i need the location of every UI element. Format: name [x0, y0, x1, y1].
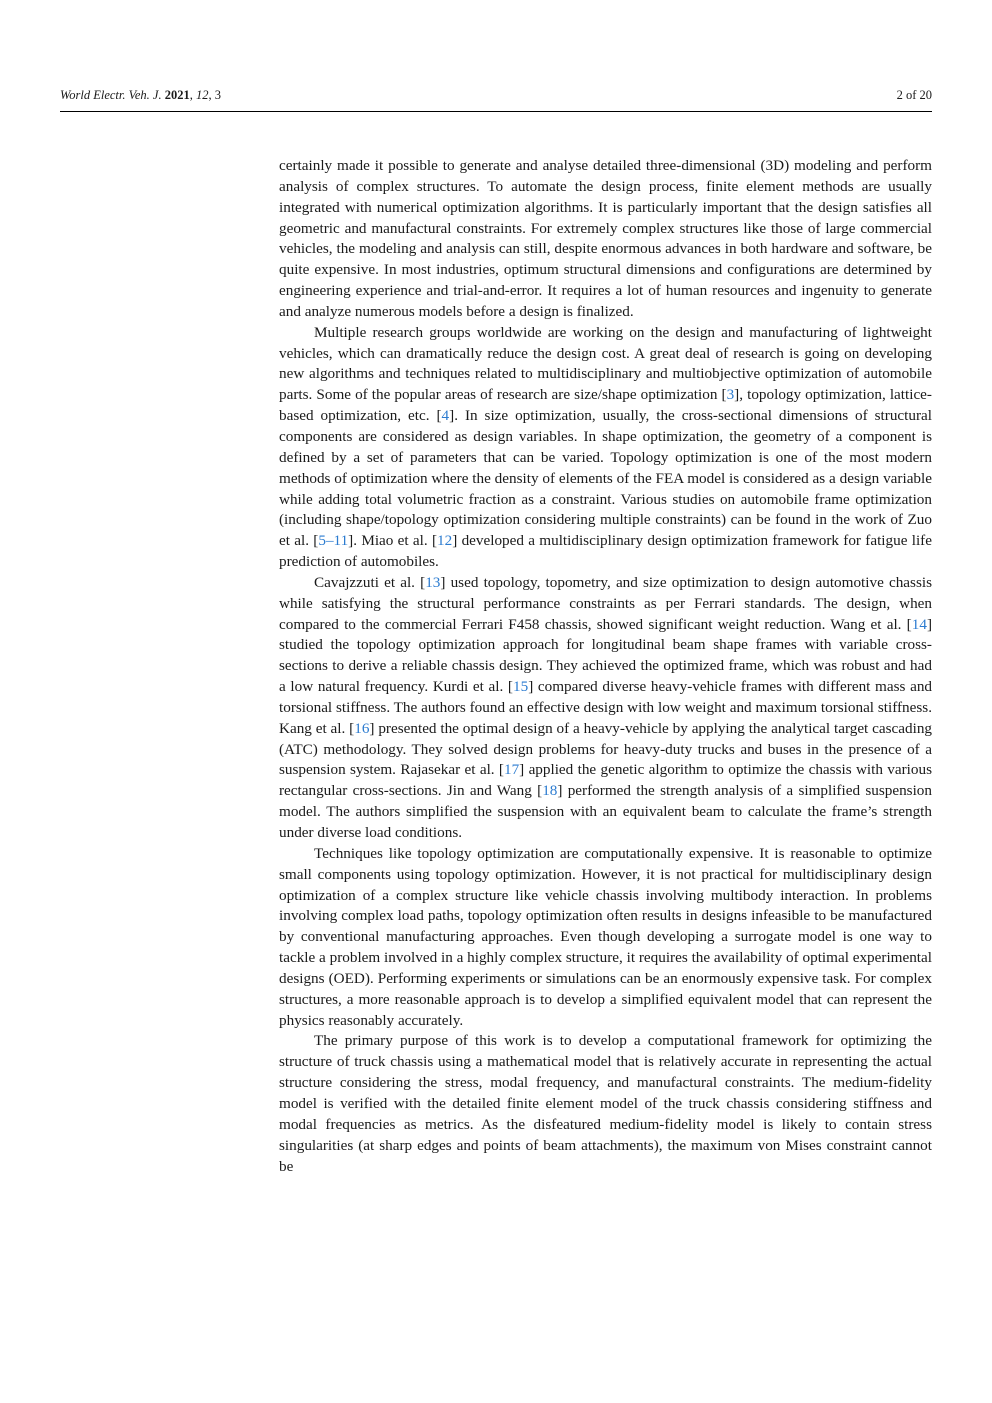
paragraph-text: ], topology optimization, lattice-based optimization, etc. [	[279, 386, 932, 425]
paragraph-text: Cavajzzuti et al. [	[314, 573, 426, 591]
paragraph-text: The primary purpose of this work is to develop a computational framework for optimizing the structure of truck chassis using a mathematical model that is relatively accurate in representing the actual structure considering the stress, modal frequency, and manufactural constraints. The medium-fidelity model is verified with the detailed finite element model of the truck chassis considering stiffness and modal frequencies as metrics. As the disfeatured medium-fidelity model is likely to contain stress singularities (at sharp edges and points of beam attachments), the maximum von Mises constraint cannot be	[279, 1032, 932, 1175]
page-number: 2 of 20	[896, 88, 932, 102]
citation-link[interactable]: 15	[513, 678, 529, 696]
paragraph	[279, 323, 932, 573]
paragraph	[279, 156, 932, 323]
paragraph-text: ] performed the strength analysis of a simplified suspension model. The authors simplified the suspension with an equivalent beam to calculate the frame’s strength under diverse load conditions.	[279, 782, 932, 841]
journal-citation: World Electr. Veh. J. 2021, 12, 3	[60, 88, 221, 102]
citation-link[interactable]: 18	[542, 782, 558, 800]
running-header	[60, 86, 932, 104]
header-rule	[60, 111, 932, 112]
citation-link[interactable]: 13	[425, 573, 441, 591]
journal-volume: 12	[195, 88, 209, 102]
paragraph	[279, 573, 932, 844]
paragraph-text: ]. In size optimization, usually, the cross-sectional dimensions of structural components are considered as design variables. In shape optimization, the geometry of a component is defined by a set of parameters that can be varied. Topology optimization is one of the most modern methods of optimization where the density of elements of the FEA model is considered as a design variable while adding total volumetric fraction as a constraint. Various studies on automobile frame optimization (including shape/topology optimization considering multiple constraints) can be found in the work of Zuo et al. [	[279, 407, 932, 550]
citation-link[interactable]: 17	[503, 761, 520, 779]
paragraph-text: ] developed a multidisciplinary design optimization framework for fatigue life prediction of automobiles.	[279, 532, 932, 571]
paragraph-text: Multiple research groups worldwide are working on the design and manufacturing of lightweight vehicles, which can dramatically reduce the design cost. A great deal of research is going on developing new algorithms and techniques related to multidisciplinary and multiobjective optimization of automobile parts. Some of the popular areas of research are size/shape optimization [	[279, 323, 932, 404]
citation-link[interactable]: 12	[437, 532, 453, 550]
citation-link[interactable]: 5–11	[318, 532, 349, 550]
citation-link[interactable]: 16	[354, 719, 370, 737]
paragraph-text: certainly made it possible to generate and analyse detailed three-dimensional (3D) modeling and perform analysis of complex structures. To automate the design process, finite element methods are usually integrated with numerical optimization algorithms. It is particularly important that the design satisfies all geometric and manufactural constraints. For extremely complex structures like those of large commercial vehicles, the modeling and analysis can still, despite enormous advances in both hardware and software, be quite expensive. In most industries, optimum structural dimensions and configurations are determined by engineering experience and trial-and-error. It requires a lot of human resources and ingenuity to generate and analyze numerous models before a design is finalized.	[279, 157, 932, 320]
journal-year: 2021	[164, 88, 190, 102]
paragraph-text: ]. Miao et al. [	[348, 532, 438, 550]
citation-link[interactable]: 14	[911, 615, 927, 633]
citation-link[interactable]: 3	[726, 386, 735, 404]
paragraph-text: Techniques like topology optimization are computationally expensive. It is reasonable to optimize small components using topology optimization. However, it is not practical for multidisciplinary design optimization of a complex structure like vehicle chassis involving multibody interaction. In problems involving complex load paths, topology optimization often results in designs infeasible to be manufactured by conventional manufacturing approaches. Even though developing a surrogate model is one way to tackle a problem involved in a highly complex structure, it requires the availability of optimal experimental designs (OED). Performing experiments or simulations can be an enormously expensive task. For complex structures, a more reasonable approach is to develop a simplified equivalent model that can represent the physics reasonably accurately.	[279, 844, 932, 1029]
paragraph	[279, 1031, 932, 1177]
paragraph-text: ] studied the topology optimization approach for longitudinal beam shape frames with variable cross-sections to derive a reliable chassis design. They achieved the optimized frame, which was robust and had a low natural frequency. Kurdi et al. [	[279, 615, 932, 696]
citation-link[interactable]: 4	[441, 407, 450, 425]
paragraph-text: ] compared diverse heavy-vehicle frames with different mass and torsional stiffness. The authors found an effective design with low weight and maximum torsional stiffness. Kang et al. [	[279, 678, 933, 737]
paragraph-text: ] presented the optimal design of a heavy-vehicle by applying the analytical target cascading (ATC) methodology. They solved design problems for heavy-duty trucks and buses in the presence of a suspension system. Rajasekar et al. [	[279, 719, 933, 779]
journal-name: World Electr. Veh. J.	[60, 88, 162, 102]
paragraph-text: ] used topology, topometry, and size optimization to design automotive chassis while satisfying the structural performance constraints as per Ferrari standards. The design, when compared to the commercial Ferrari F458 chassis, showed significant weight reduction. Wang et al. [	[279, 573, 932, 633]
paragraph-text: ] applied the genetic algorithm to optimize the chassis with various rectangular cross-sections. Jin and Wang [	[279, 761, 932, 800]
body-text	[279, 156, 932, 1177]
journal-issue: 3	[214, 88, 221, 102]
paragraph	[279, 844, 932, 1032]
